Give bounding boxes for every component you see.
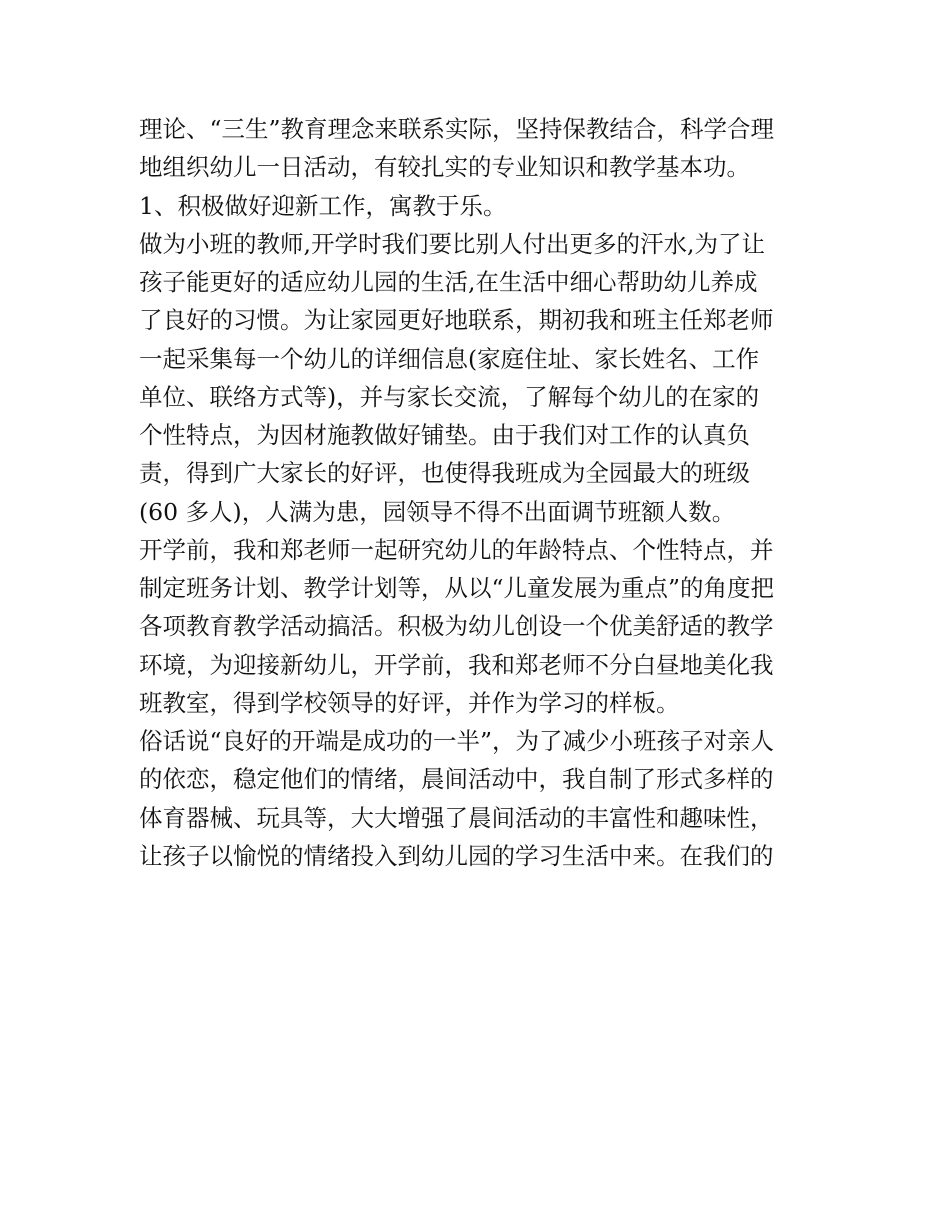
body-text — [139, 110, 819, 875]
text-line: 班教室，得到学校领导的好评，并作为学习的样板。 — [139, 688, 680, 717]
text-line: 的依恋，稳定他们的情绪，晨间活动中，我自制了形式多样的 — [139, 765, 774, 794]
text-line: 责，得到广大家长的好评，也使得我班成为全园最大的班级 — [139, 459, 750, 488]
text-line: 开学前，我和郑老师一起研究幼儿的年龄特点、个性特点，并 — [139, 535, 774, 564]
text-line: 体育器械、玩具等，大大增强了晨间活动的丰富性和趣味性， — [139, 803, 774, 832]
text-line: 单位、联络方式等)，并与家长交流，了解每个幼儿的在家的 — [139, 382, 760, 411]
text-line: 一起采集每一个幼儿的详细信息(家庭住址、家长姓名、工作 — [139, 344, 760, 373]
text-line: 孩子能更好的适应幼儿园的生活,在生活中细心帮助幼儿养成 — [139, 268, 758, 296]
text-line: 让孩子以愉悦的情绪投入到幼儿园的学习生活中来。在我们的 — [139, 841, 774, 870]
text-line: 环境，为迎接新幼儿，开学前，我和郑老师不分白昼地美化我 — [139, 650, 774, 679]
text-line: 地组织幼儿一日活动，有较扎实的专业知识和教学基本功。 — [139, 153, 750, 182]
text-line: 理论、“三生”教育理念来联系实际，坚持保教结合，科学合理 — [139, 115, 775, 143]
text-line: 各项教育教学活动搞活。积极为幼儿创设一个优美舒适的教学 — [139, 612, 774, 641]
text-line: 俗话说“良好的开端是成功的一半”，为了减少小班孩子对亲人 — [139, 727, 775, 755]
text-line: 个性特点，为因材施教做好铺垫。由于我们对工作的认真负 — [139, 421, 750, 449]
text-line: 制定班务计划、教学计划等，从以“儿童发展为重点”的角度把 — [139, 574, 775, 602]
text-line: 做为小班的教师,开学时我们要比别人付出更多的汗水,为了让 — [139, 229, 765, 258]
text-line: (60 多人)，人满为患，园领导不得不出面调节班额人数。 — [139, 497, 736, 526]
section-heading: 1、积极做好迎新工作，寓教于乐。 — [139, 191, 507, 220]
text-line: 了良好的习惯。为让家园更好地联系，期初我和班主任郑老师 — [139, 306, 774, 335]
